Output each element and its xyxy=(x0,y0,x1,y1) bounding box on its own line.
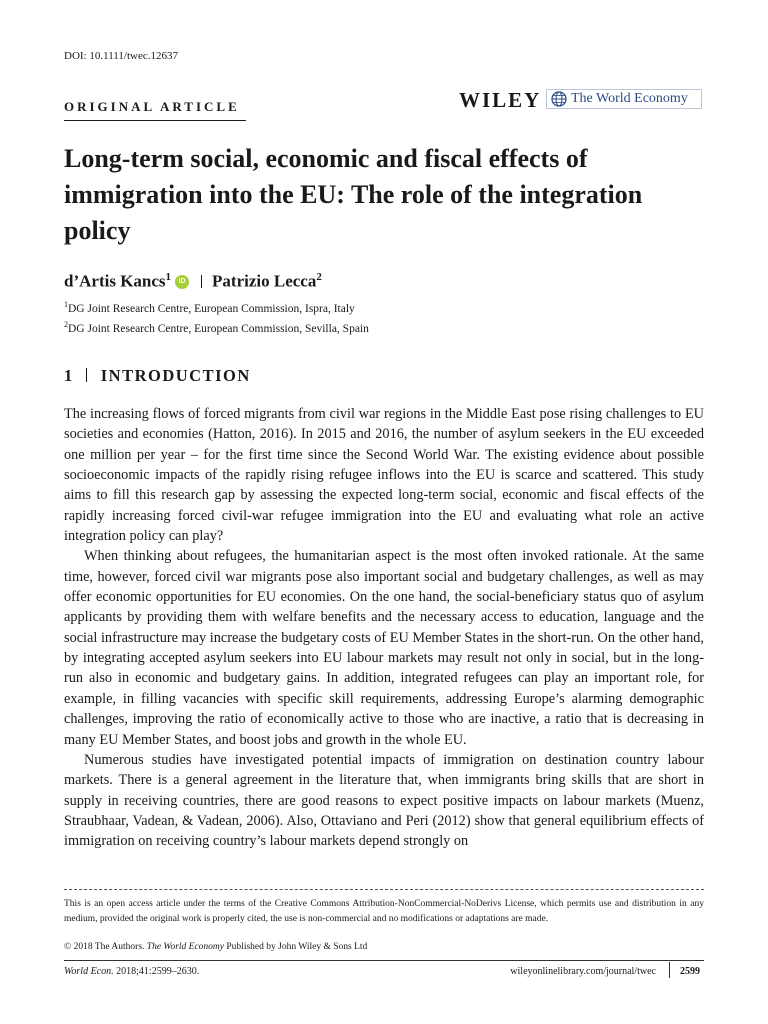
section-title: INTRODUCTION xyxy=(100,366,251,385)
affiliation-text: DG Joint Research Centre, European Commission, Sevilla, Spain xyxy=(68,322,369,335)
journal-badge xyxy=(546,89,702,109)
affiliation-text: DG Joint Research Centre, European Commission, Ispra, Italy xyxy=(68,302,355,315)
paragraph: Numerous studies have investigated potential impacts of immigration on destination country labour markets. There is a general agreement in the literature that, when immigrants bring skills that are short in supply in receiving countries, there are good reasons to expect positive impacts on labour markets (Muenz, Straubhaar, Vadean, & Vadean, 2006). Also, Ottaviano and Peri (2012) show that general equilibrium effects of immigration on receiving country’s labour markets depend strongly on xyxy=(64,751,704,850)
article-type-underline xyxy=(64,120,246,121)
article-type-label: ORIGINAL ARTICLE xyxy=(64,99,240,114)
paragraph: When thinking about refugees, the humanitarian aspect is the most often invoked rationale. At the same time, however, forced civil war migrants pose also important social and budgetary challenges, as well as may offer economic opportunities for EU economies. On the one hand, the social-beneficiary status quo of asylum applicants by providing them with welfare benefits and the necessary access to education, language and the social infrastructure may increase the budgetary costs of EU Member States in the short-run. On the other hand, by integrating accepted asylum seekers into EU labour markets may result not only in social, but in the long-run also in economic and budgetary gains. In addition, integrated refugees can play an important role, for example, in filling vacancies with specific skill requirements, addressing Europe’s alarming demographic challenges, improving the ratio of economically active to those who are inactive, a ratio that is decreasing in many EU Member States, and boost jobs and growth in the whole EU. xyxy=(64,548,704,748)
doi: DOI: 10.1111/twec.12637 xyxy=(64,50,178,62)
page-number: 2599 xyxy=(680,966,700,977)
affiliation-mark: 2 xyxy=(316,271,322,283)
section-number: 1 xyxy=(64,366,74,385)
copyright-journal: The World Economy xyxy=(146,942,225,952)
article-title: Long-term social, economic and fiscal effects of immigration into the EU: The role of the integration policy xyxy=(64,144,643,245)
paragraph: The increasing flows of forced migrants from civil war regions in the Middle East pose rising challenges to EU societies and economies (Hatton, 2016). In 2015 and 2016, the number of asylum seekers in the EU exceeded one million per year – for the first time since the Second World War. The existing evidence about possible socioeconomic impacts of the rapidly rising refugee inflows into the EU is scarce and scattered. This study aims to fill this research gap by assessing the expected long-term social, economic and fiscal effects of the rapidly increasing forced civil-war refugee immigration into the EU and evaluating what role an active integration policy can play? xyxy=(64,406,704,545)
affiliation xyxy=(64,300,355,315)
footer-separator xyxy=(669,962,670,978)
license-text: This is an open access article under the terms of the Creative Commons Attribution-NonCommercial-NoDerivs License, which permits use and distribution in any medium, provided the original work is properly cited, the use is non-commercial and no modifications or adaptations are made. xyxy=(64,899,704,925)
journal-url[interactable]: wileyonlinelibrary.com/journal/twec xyxy=(510,966,656,977)
globe-icon xyxy=(551,91,567,107)
citation-details: 2018;41:2599–2630. xyxy=(116,966,200,977)
body-text xyxy=(64,404,704,852)
footnote-divider xyxy=(64,889,704,890)
license-note xyxy=(64,897,704,927)
citation-journal: World Econ. xyxy=(64,966,114,977)
journal-name: The World Economy xyxy=(571,91,688,106)
affiliation xyxy=(64,320,369,335)
author-name: d’Artis Kancs xyxy=(64,271,166,291)
author-list xyxy=(64,271,322,292)
affiliation-mark: 2 xyxy=(64,320,68,329)
footer-divider xyxy=(64,960,704,961)
author-name: Patrizio Lecca xyxy=(212,271,317,291)
affiliation-mark: 1 xyxy=(165,271,172,283)
orcid-icon[interactable]: iD xyxy=(175,275,189,289)
copyright-suffix: Published by John Wiley & Sons Ltd xyxy=(226,942,368,952)
section-heading xyxy=(64,366,251,386)
copyright-line xyxy=(64,942,367,952)
wiley-logo: WILEY xyxy=(459,88,542,112)
section-separator xyxy=(86,368,87,382)
copyright-prefix: © 2018 The Authors. xyxy=(64,942,145,952)
citation xyxy=(64,966,199,977)
affiliation-mark: 1 xyxy=(64,300,68,309)
author-separator xyxy=(201,275,202,288)
